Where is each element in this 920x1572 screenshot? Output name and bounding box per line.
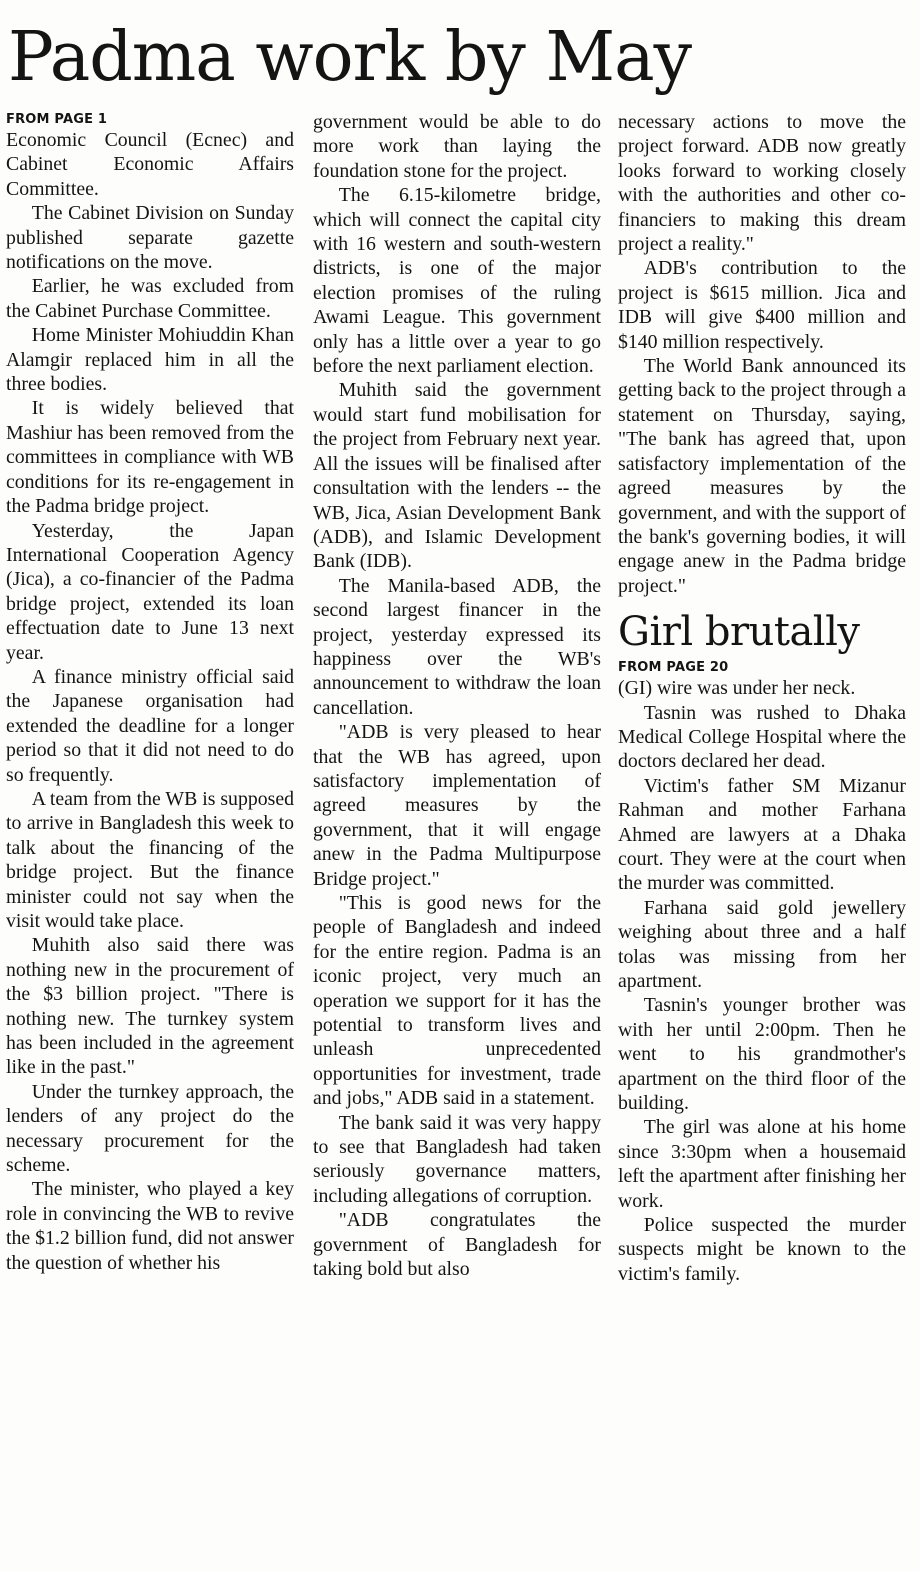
paragraph: The minister, who played a key role in convincing the WB to revive the $1.2 billion fund, did not answer the question of whether his <box>6 1178 294 1274</box>
column-3 <box>618 110 906 1570</box>
paragraph: Yesterday, the Japan International Cooperation Agency (Jica), a co-financier of the Padma bridge project, extended its loan effectuation date to June 13 next year. <box>6 519 294 664</box>
paragraph: Home Minister Mohiuddin Khan Alamgir replaced him in all the three bodies. <box>6 324 294 396</box>
headline: Padma work by May <box>8 18 692 97</box>
paragraph: Tasnin was rushed to Dhaka Medical College Hospital where the doctors declared her dead. <box>618 701 906 773</box>
second-story-headline: Girl brutally <box>618 609 860 656</box>
paragraph: The Manila-based ADB, the second largest financer in the project, yesterday expressed its happiness over the WB's announcement to withdraw the loan cancellation. <box>313 574 601 719</box>
paragraph: Police suspected the murder suspects might be known to the victim's family. <box>618 1214 906 1285</box>
paragraph: "This is good news for the people of Bangladesh and indeed for the entire region. Padma is an iconic project, very much an operation we support for it has the potential to transform lives and unleash unprecedented opportunities for investment, trade and jobs," ADB said in a statement. <box>313 892 601 1110</box>
paragraph: Muhith also said there was nothing new in the procurement of the $3 billion project. "There is nothing new. The turnkey system has been included in the agreement like in the past." <box>6 934 294 1079</box>
paragraph: Economic Council (Ecnec) and Cabinet Economic Affairs Committee. <box>6 129 294 200</box>
paragraph: Earlier, he was excluded from the Cabinet Purchase Committee. <box>6 275 294 322</box>
jump-kicker: FROM PAGE 20 <box>618 660 729 676</box>
paragraph: Tasnin's younger brother was with her until 2:00pm. Then he went to his grandmother's apartment on the third floor of the building. <box>618 994 906 1115</box>
paragraph: The World Bank announced its getting back to the project through a statement on Thursday, saying, "The bank has agreed that, upon satisfactory implementation of the agreed measures by the government, and with the support of the bank's governing bodies, it will engage anew in the Padma bridge project." <box>618 355 906 597</box>
paragraph: Muhith said the government would start fund mobilisation for the project from February next year. All the issues will be finalised after consultation with the lenders -- the WB, Jica, Asian Development Bank (ADB), and Islamic Development Bank (IDB). <box>313 379 601 573</box>
paragraph: necessary actions to move the project forward. ADB now greatly looks forward to working closely with the authorities and other co-financiers to making this dream project a reality." <box>618 111 906 256</box>
column-1 <box>6 110 294 1570</box>
paragraph: It is widely believed that Mashiur has been removed from the committees in compliance with WB conditions for its re-engagement in the Padma bridge project. <box>6 397 294 518</box>
paragraph: The Cabinet Division on Sunday published separate gazette notifications on the move. <box>6 202 294 274</box>
paragraph: ADB's contribution to the project is $615 million. Jica and IDB will give $400 million and $140 million respectively. <box>618 257 906 353</box>
paragraph: government would be able to do more work than laying the foundation stone for the project. <box>313 111 601 182</box>
paragraph: "ADB is very pleased to hear that the WB has agreed, upon satisfactory implementation of agreed measures by the government, that it will engage anew in the Padma Multipurpose Bridge project." <box>313 721 601 890</box>
paragraph: The bank said it was very happy to see that Bangladesh had taken seriously governance matters, including allegations of corruption. <box>313 1111 601 1207</box>
jump-kicker: FROM PAGE 1 <box>6 112 108 127</box>
paragraph: A finance ministry official said the Japanese organisation had extended the deadline for a longer period so that it did not need to do so frequently. <box>6 665 294 786</box>
column-2 <box>313 110 601 1570</box>
paragraph: A team from the WB is supposed to arrive in Bangladesh this week to talk about the financing of the bridge project. But the finance minister could not say when the visit would take place. <box>6 787 294 932</box>
paragraph: "ADB congratulates the government of Bangladesh for taking bold but also <box>313 1209 601 1281</box>
paragraph: The 6.15-kilometre bridge, which will connect the capital city with 16 western and south-western districts, is one of the major election promises of the ruling Awami League. This government only has a little over a year to go before the next parliament election. <box>313 184 601 378</box>
paragraph: The girl was alone at his home since 3:30pm when a housemaid left the apartment after finishing her work. <box>618 1116 906 1212</box>
paragraph: Under the turnkey approach, the lenders of any project do the necessary procurement for the scheme. <box>6 1080 294 1177</box>
paragraph: (GI) wire was under her neck. <box>618 677 856 700</box>
paragraph: Farhana said gold jewellery weighing about three and a half tolas was missing from her apartment. <box>618 896 906 992</box>
paragraph: Victim's father SM Mizanur Rahman and mother Farhana Ahmed are lawyers at a Dhaka court. They were at the court when the murder was committed. <box>618 774 906 895</box>
